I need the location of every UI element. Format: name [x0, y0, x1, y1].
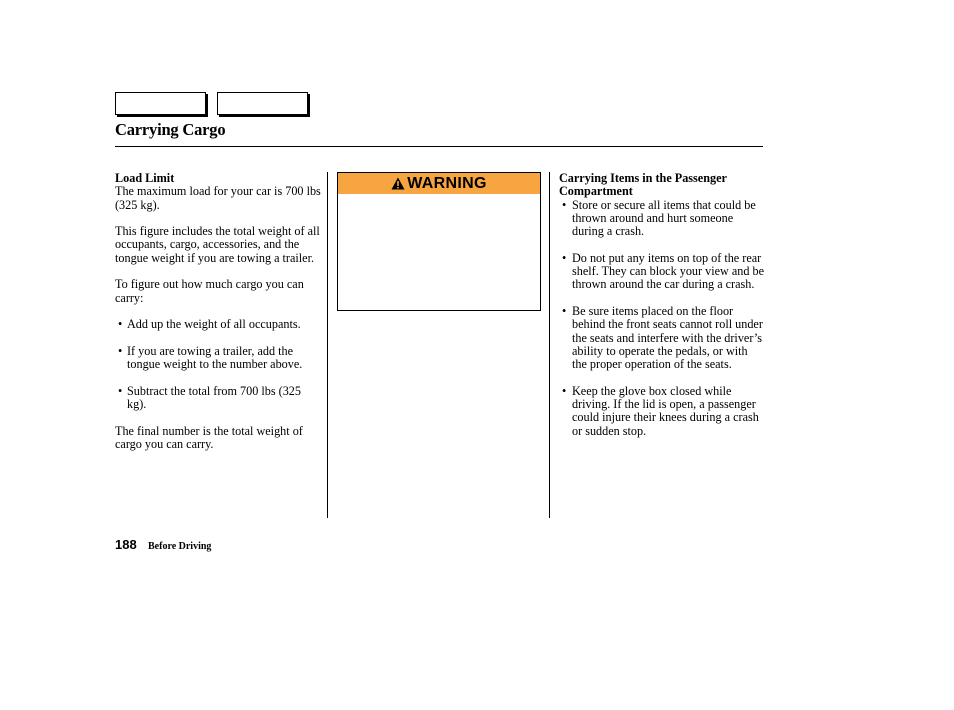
warning-triangle-icon — [391, 177, 405, 190]
warning-header — [338, 173, 540, 194]
load-limit-heading: Load Limit — [115, 171, 175, 185]
nav-button-2[interactable] — [217, 92, 308, 115]
load-limit-para-3: To figure out how much cargo you can carry: — [115, 277, 304, 305]
list-item: • If you are towing a trailer, add the tongue weight to the number above. — [115, 345, 323, 372]
page-number: 188 — [115, 537, 137, 552]
column-divider-1 — [327, 172, 328, 518]
list-item: • Do not put any items on top of the rear shelf. They can block your view and be thrown around the car during a crash. — [559, 252, 764, 292]
list-item: • Store or secure all items that could be thrown around and hurt someone during a crash. — [559, 199, 764, 239]
column-divider-2 — [549, 172, 550, 518]
load-limit-para-1: The maximum load for your car is 700 lbs (325 kg). — [115, 184, 321, 212]
warning-box — [337, 172, 541, 311]
list-item: • Be sure items placed on the floor behind the front seats cannot roll under the seats and interfere with the driver’s ability to operate the pedals, or with the proper operation of the seats. — [559, 305, 764, 371]
list-item: • Subtract the total from 700 lbs (325 kg). — [115, 385, 323, 412]
page-title: Carrying Cargo — [115, 120, 226, 139]
passenger-compartment-heading: Carrying Items in the Passenger Compartment — [559, 171, 727, 199]
right-column — [559, 172, 764, 438]
list-item: • Keep the glove box closed while driving. If the lid is open, a passenger could injure their knees during a crash or sudden stop. — [559, 385, 764, 438]
load-limit-para-4: The final number is the total weight of cargo you can carry. — [115, 423, 303, 451]
title-rule — [115, 146, 763, 147]
list-item: • Add up the weight of all occupants. — [115, 318, 323, 331]
section-name: Before Driving — [148, 541, 212, 552]
load-limit-para-2: This figure includes the total weight of all occupants, cargo, accessories, and the tongue weight if you are towing a trailer. — [115, 224, 320, 265]
warning-label: WARNING — [407, 174, 487, 192]
nav-button-1[interactable] — [115, 92, 206, 115]
left-column — [115, 172, 323, 451]
